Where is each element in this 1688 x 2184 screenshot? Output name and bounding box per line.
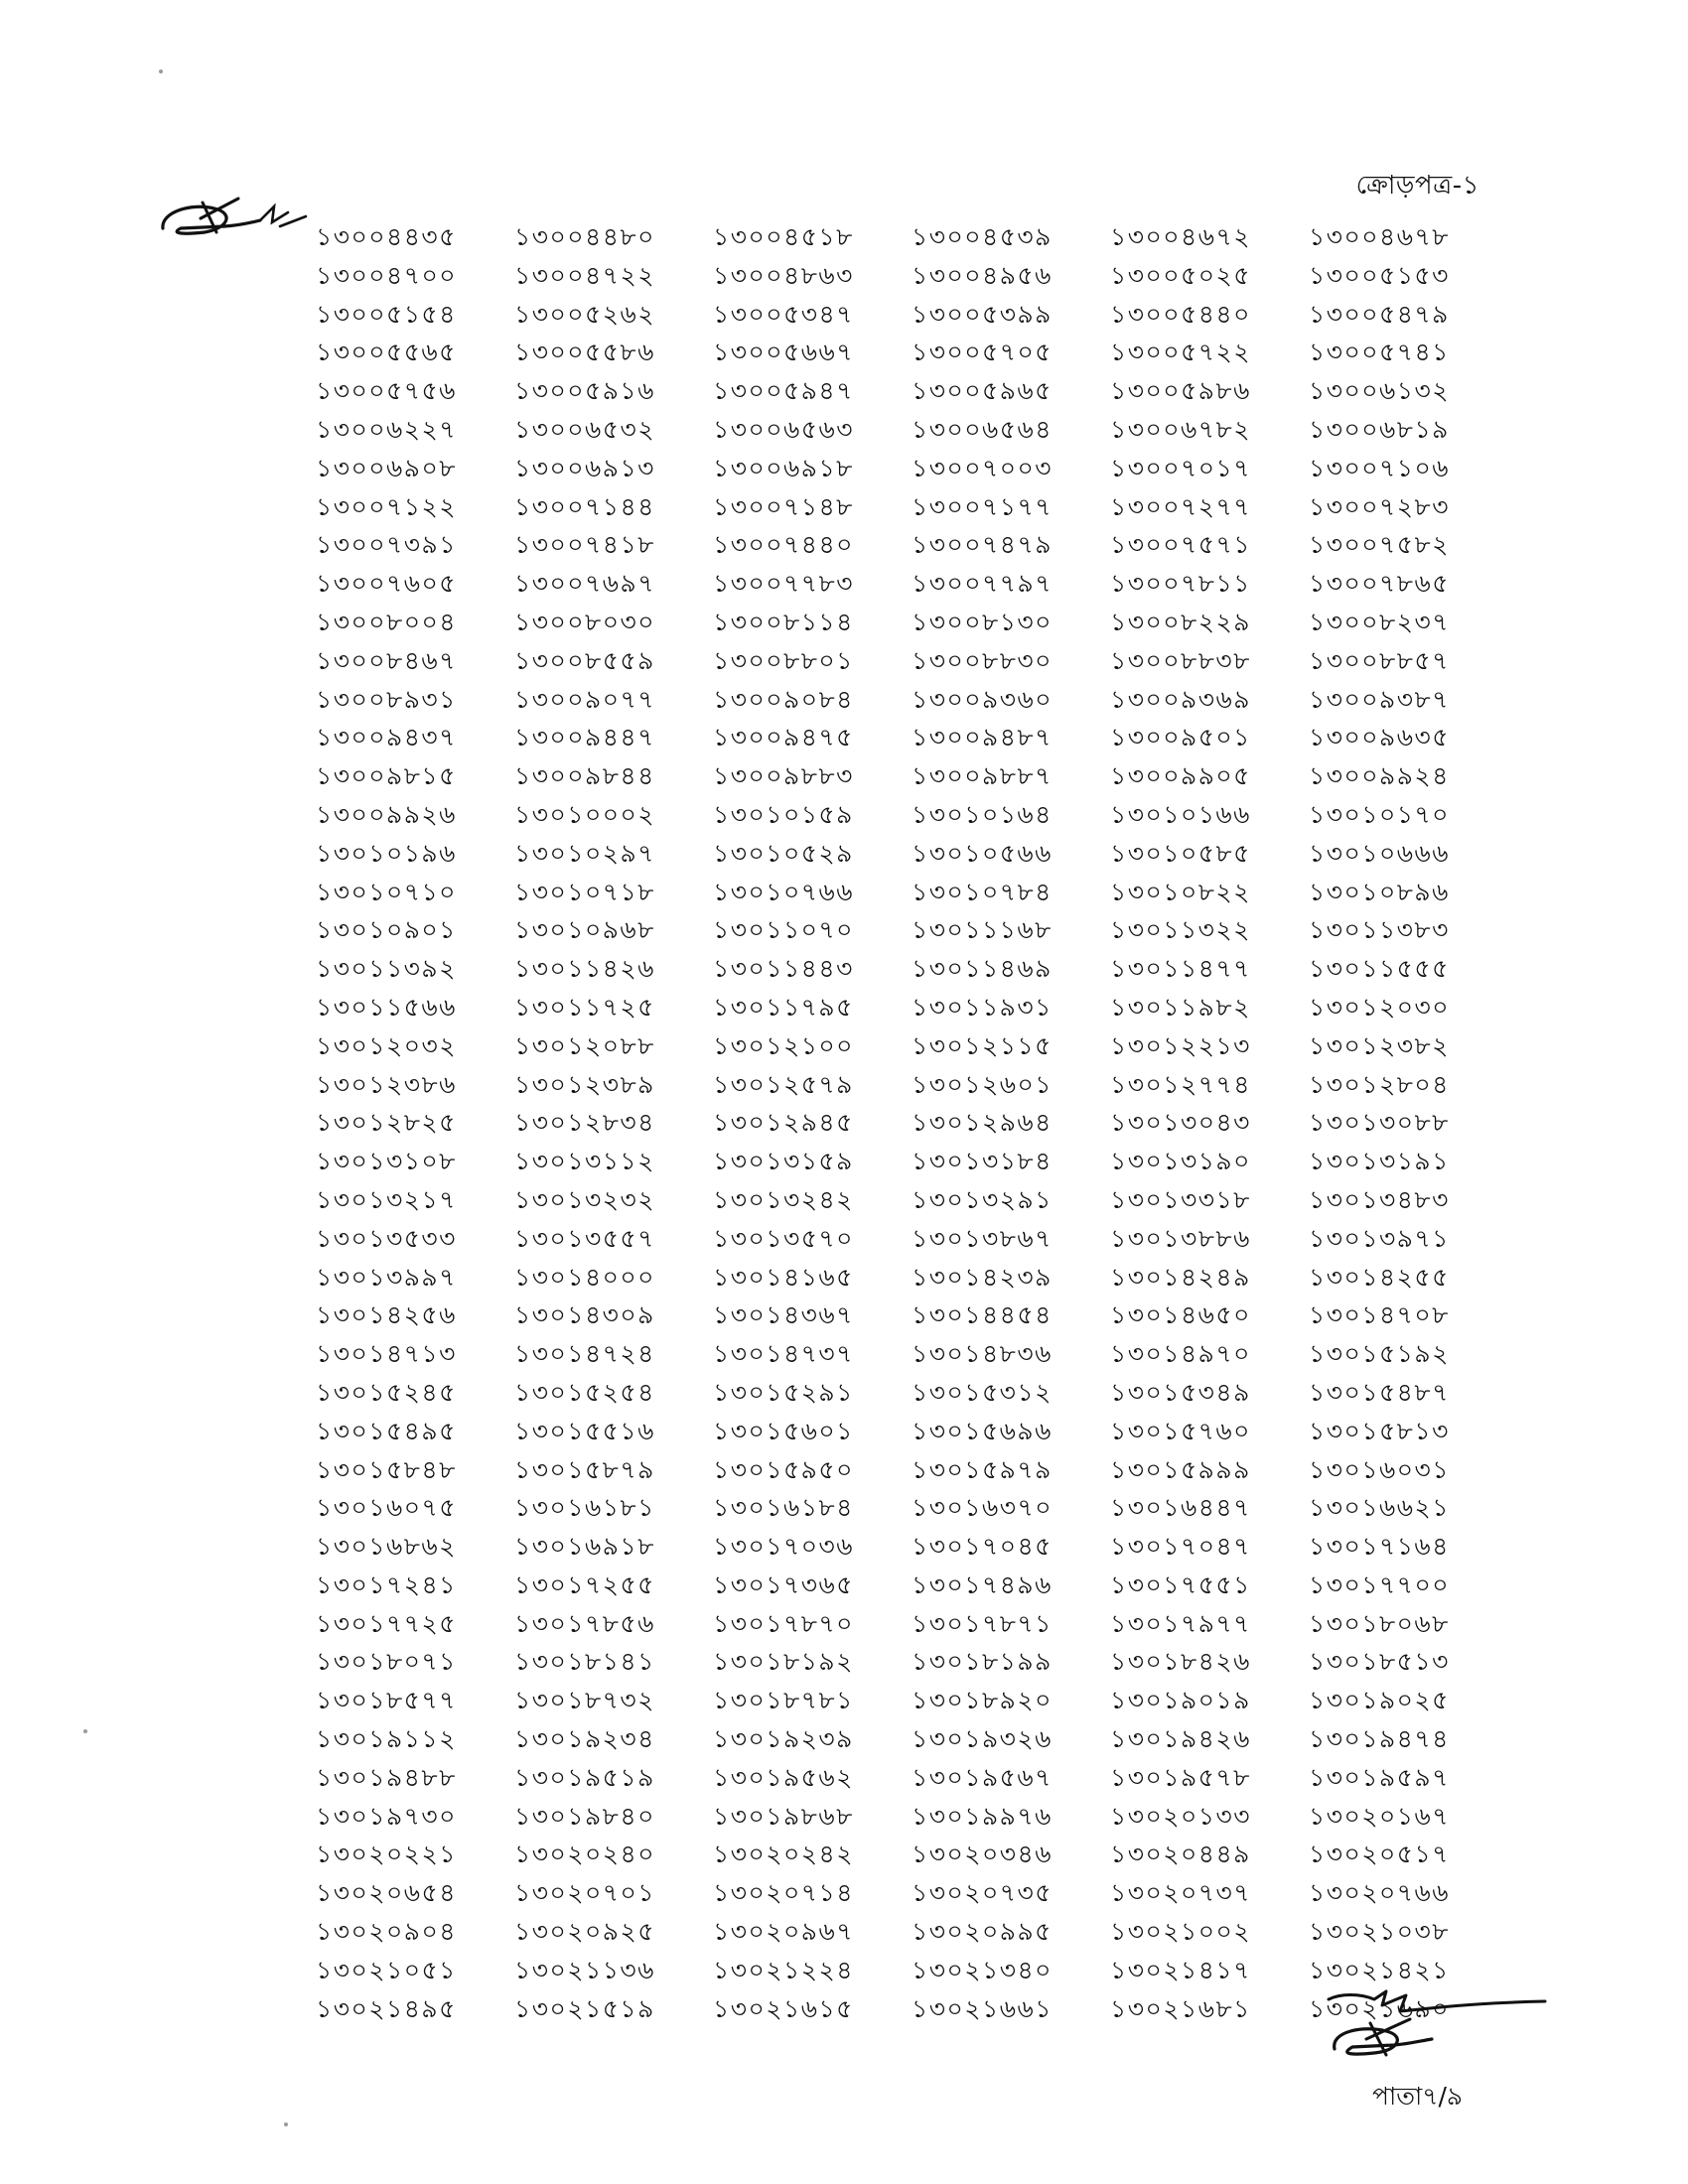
roll-number: ১৩০১৭৫৫১ xyxy=(1110,1570,1251,1599)
roll-number: ১৩০০৫২৬২ xyxy=(514,299,655,329)
roll-number: ১৩০১৯৪৮৮ xyxy=(316,1762,457,1792)
roll-number: ১৩০০৭১০৬ xyxy=(1309,453,1450,482)
roll-number: ১৩০১৩১৫৯ xyxy=(713,1147,854,1176)
roll-number: ১৩০১৪৮৩৬ xyxy=(912,1339,1053,1369)
roll-number: ১৩০০৯৩৬০ xyxy=(912,684,1053,714)
roll-number: ১৩০২০৪৪৯ xyxy=(1110,1840,1251,1869)
roll-number: ১৩০০৫৩৯৯ xyxy=(912,299,1053,329)
roll-number: ১৩০১৫৮৪৮ xyxy=(316,1454,457,1484)
roll-number: ১৩০০৭৫৮২ xyxy=(1309,530,1450,560)
roll-number: ১৩০১২১১৫ xyxy=(912,1030,1053,1060)
roll-number: ১৩০০৮৮৩০ xyxy=(912,645,1053,675)
roll-number: ১৩০১২৮০৪ xyxy=(1309,1069,1450,1099)
roll-number: ১৩০১০৭৬৬ xyxy=(713,877,854,906)
roll-number: ১৩০০৪৭২২ xyxy=(514,260,655,290)
roll-number: ১৩০১৫৭৬০ xyxy=(1110,1416,1251,1445)
roll-number: ১৩০০৯৯২৬ xyxy=(316,799,457,829)
roll-number: ১৩০০৫৯১৬ xyxy=(514,376,655,406)
roll-number: ১৩০১৩৩১৮ xyxy=(1110,1184,1251,1214)
roll-number: ১৩০০৫৪৭৯ xyxy=(1309,299,1450,329)
roll-number: ১৩০১০৮২২ xyxy=(1110,877,1251,906)
scan-speck xyxy=(284,2122,288,2126)
roll-number: ১৩০১৭২৫৫ xyxy=(514,1570,655,1599)
roll-number: ১৩০১৪২৪৯ xyxy=(1110,1262,1251,1292)
roll-number: ১৩০০৫৯৮৬ xyxy=(1110,376,1251,406)
roll-number: ১৩০১৭৩৬৫ xyxy=(713,1570,854,1599)
roll-number: ১৩০০৬২২৭ xyxy=(316,414,458,444)
roll-number: ১৩০১৯২৩৯ xyxy=(713,1724,854,1754)
roll-number: ১৩০১৩৮৬৭ xyxy=(912,1223,1053,1253)
roll-number: ১৩০০৮১১৪ xyxy=(713,607,854,636)
roll-number: ১৩০১৩৯৯৭ xyxy=(316,1262,457,1292)
roll-number: ১৩০১০২৯৭ xyxy=(514,838,655,868)
roll-number: ১৩০০৮০০৪ xyxy=(316,607,457,636)
roll-number: ১৩০১২০৮৮ xyxy=(514,1030,655,1060)
roll-number: ১৩০১৫২৫৪ xyxy=(514,1377,655,1407)
roll-number: ১৩০১৩৫৫৭ xyxy=(514,1223,655,1253)
roll-number: ১৩০২০৭৩৫ xyxy=(912,1878,1053,1908)
roll-number: ১৩০০৯৩৮৭ xyxy=(1309,684,1450,714)
roll-number: ১৩০১১৪২৬ xyxy=(514,954,655,984)
roll-number: ১৩০১৪৩০৯ xyxy=(514,1300,655,1330)
roll-number: ১৩০০৫৫৬৫ xyxy=(316,338,457,367)
roll-number: ১৩০০৪৮৬৩ xyxy=(713,260,854,290)
roll-number: ১৩০১৯২৩৪ xyxy=(514,1724,655,1754)
roll-number: ১৩০১৫৮১৩ xyxy=(1309,1416,1450,1445)
roll-number: ১৩০০৮১৩০ xyxy=(912,607,1053,636)
roll-number: ১৩০০৯৮১৫ xyxy=(316,761,457,791)
roll-number: ১৩০১৩২৯১ xyxy=(912,1184,1053,1214)
roll-number: ১৩০০৯৮৮৩ xyxy=(713,761,854,791)
roll-number: ১৩০০৭২৭৭ xyxy=(1110,491,1252,521)
roll-number: ১৩০০৪৪৮০ xyxy=(514,222,655,251)
roll-number: ১৩০১৫৪৮৭ xyxy=(1309,1377,1450,1407)
roll-number: ১৩০০৫৭২২ xyxy=(1110,338,1251,367)
roll-number: ১৩০১৮৫১৩ xyxy=(1309,1647,1450,1677)
roll-number: ১৩০১৫২৪৫ xyxy=(316,1377,457,1407)
roll-number: ১৩০২১৬৬১ xyxy=(912,1993,1053,2023)
roll-number: ১৩০১১৯৩১ xyxy=(912,992,1053,1022)
roll-number: ১৩০১৯৯৭৬ xyxy=(912,1801,1053,1831)
roll-number: ১৩০০৭৭৯৭ xyxy=(912,569,1053,599)
roll-number: ১৩০০৯৯০৫ xyxy=(1110,761,1251,791)
roll-number: ১৩০০৮০৩০ xyxy=(514,607,655,636)
roll-number: ১৩০১৮৪২৬ xyxy=(1110,1647,1251,1677)
roll-number: ১৩০০৫৫৮৬ xyxy=(514,338,655,367)
roll-number: ১৩০০৬৯০৮ xyxy=(316,453,457,482)
roll-number: ১৩০১৯৫৭৮ xyxy=(1110,1762,1251,1792)
roll-number: ১৩০০৭০১৭ xyxy=(1110,453,1251,482)
roll-number: ১৩০০৮২৩৭ xyxy=(1309,607,1450,636)
roll-number: ১৩০১১৪৪৩ xyxy=(713,954,854,984)
roll-number: ১৩০০৭০০৩ xyxy=(912,453,1054,482)
signature-bottom xyxy=(1321,1985,1549,2075)
roll-number: ১৩০২০৭১৪ xyxy=(713,1878,854,1908)
roll-number: ১৩০১২৮২৫ xyxy=(316,1108,457,1138)
roll-number: ১৩০০৬৮১৯ xyxy=(1309,414,1450,444)
roll-number: ১৩০১৪১৬৫ xyxy=(713,1262,854,1292)
roll-number: ১৩০১১৯৮২ xyxy=(1110,992,1251,1022)
roll-number: ১৩০০৯৯২৪ xyxy=(1309,761,1450,791)
annex-label: ক্রোড়পত্র-১ xyxy=(1355,171,1479,201)
roll-number: ১৩০২১৬৮১ xyxy=(1110,1993,1251,2023)
roll-number: ১৩০২১৬১৫ xyxy=(713,1993,854,2023)
roll-number: ১৩০১৪৭০৮ xyxy=(1309,1300,1450,1330)
roll-number: ১৩০০৮৪৬৭ xyxy=(316,645,457,675)
roll-number: ১৩০১৫৮৭৯ xyxy=(514,1454,655,1484)
roll-number: ১৩০১৩০৪৩ xyxy=(1110,1108,1251,1138)
roll-number: ১৩০২০৫১৭ xyxy=(1309,1840,1450,1869)
roll-number: ১৩০১৬৪৪৭ xyxy=(1110,1493,1251,1523)
roll-number: ১৩০১৬৩৭০ xyxy=(912,1493,1053,1523)
roll-number: ১৩০১৫৯৫০ xyxy=(713,1454,854,1484)
roll-number: ১৩০০৮৫৫৯ xyxy=(514,645,655,675)
roll-number: ১৩০১৪২৩৯ xyxy=(912,1262,1053,1292)
roll-number: ১৩০২১৪১৭ xyxy=(1110,1955,1251,1984)
roll-number: ১৩০১৬৬২১ xyxy=(1309,1493,1450,1523)
roll-number: ১৩০০৮৮০১ xyxy=(713,645,854,675)
roll-number: ১৩০০৯৫০১ xyxy=(1110,723,1251,752)
roll-number: ১৩০১৩৪৮৩ xyxy=(1309,1184,1450,1214)
roll-number: ১৩০১১১৬৮ xyxy=(912,915,1053,945)
roll-number: ১৩০১৪৭১৩ xyxy=(316,1339,457,1369)
roll-number: ১৩০০৭৮৬৫ xyxy=(1309,569,1450,599)
roll-number: ১৩০১০১৭০ xyxy=(1309,799,1450,829)
roll-number: ১৩০১৬৯১৮ xyxy=(514,1532,655,1562)
roll-number: ১৩০১৯৫১৯ xyxy=(514,1762,655,1792)
roll-number: ১৩০১৫২৯১ xyxy=(713,1377,854,1407)
roll-number: ১৩০১৯৫৯৭ xyxy=(1309,1762,1450,1792)
roll-number: ১৩০১৬০৩১ xyxy=(1309,1454,1450,1484)
roll-number: ১৩০২১০৩৮ xyxy=(1309,1917,1450,1947)
roll-number: ১৩০১৯৫৬২ xyxy=(713,1762,854,1792)
roll-number: ১৩০২০২২১ xyxy=(316,1840,457,1869)
roll-number: ১৩০১৩১০৮ xyxy=(316,1147,457,1176)
roll-number: ১৩০১৩২৩২ xyxy=(514,1184,655,1214)
roll-number: ১৩০২০২৪২ xyxy=(713,1840,854,1869)
roll-number: ১৩০১০৮৯৬ xyxy=(1309,877,1450,906)
roll-number: ১৩০০৭১২২ xyxy=(316,491,457,521)
roll-number: ১৩০১৭১৬৪ xyxy=(1309,1532,1450,1562)
roll-number: ১৩০১৪৪৫৪ xyxy=(912,1300,1053,1330)
roll-number: ১৩০০৫১৫৪ xyxy=(316,299,457,329)
roll-number: ১৩০২০১৩৩ xyxy=(1110,1801,1251,1831)
roll-number: ১৩০১৫৩৪৯ xyxy=(1110,1377,1251,1407)
roll-number: ১৩০১২২১৩ xyxy=(1110,1030,1251,1060)
roll-number: ১৩০০৯৪৪৭ xyxy=(514,723,655,752)
roll-number: ১৩০১৪০০০ xyxy=(514,1262,655,1292)
roll-number: ১৩০১০১৫৯ xyxy=(713,799,854,829)
roll-number: ১৩০০৬৯১৮ xyxy=(713,453,854,482)
roll-number: ১৩০১০৫২৯ xyxy=(713,838,854,868)
roll-number: ১৩০১০১৬৪ xyxy=(912,799,1053,829)
roll-number: ১৩০১৮৭৮১ xyxy=(713,1686,854,1715)
roll-number: ১৩০১১৫৬৬ xyxy=(316,992,457,1022)
roll-number: ১৩০১৩৫৭০ xyxy=(713,1223,854,1253)
roll-number: ১৩০১২৯৬৪ xyxy=(912,1108,1053,1138)
roll-number: ১৩০১৭০৪৭ xyxy=(1110,1532,1251,1562)
roll-number: ১৩০২০৭৬৬ xyxy=(1309,1878,1451,1908)
roll-number: ১৩০২০৭০১ xyxy=(514,1878,655,1908)
roll-number: ১৩০১১৪৬৯ xyxy=(912,954,1053,984)
roll-number: ১৩০২১১৩৬ xyxy=(514,1955,655,1984)
roll-number: ১৩০১৩১৮৪ xyxy=(912,1147,1053,1176)
roll-number: ১৩০১৯৪২৬ xyxy=(1110,1724,1251,1754)
roll-number: ১৩০০৭৬০৫ xyxy=(316,569,457,599)
roll-number: ১৩০১০৬৬৬ xyxy=(1309,838,1450,868)
roll-number: ১৩০১২১০০ xyxy=(713,1030,854,1060)
roll-number: ১৩০২১৬৯০ xyxy=(1309,1993,1450,2023)
roll-number: ১৩০১৭৮৭১ xyxy=(912,1608,1053,1638)
roll-number: ১৩০০৫৭৫৬ xyxy=(316,376,457,406)
roll-number: ১৩০১৩১৯১ xyxy=(1309,1147,1450,1176)
roll-number: ১৩০২০৬৫৪ xyxy=(316,1878,457,1908)
roll-number: ১৩০০৭১৭৭ xyxy=(912,491,1053,521)
roll-number: ১৩০১০৭৮৪ xyxy=(912,877,1053,906)
roll-number-grid xyxy=(316,218,1507,2028)
roll-number: ১৩০১০১৬৬ xyxy=(1110,799,1251,829)
roll-number: ১৩০০৯০৮৪ xyxy=(713,684,854,714)
roll-number: ১৩০২১২২৪ xyxy=(713,1955,854,1984)
roll-number: ১৩০০৯৬৩৫ xyxy=(1309,723,1450,752)
roll-number: ১৩০১১৭৯৫ xyxy=(713,992,854,1022)
roll-number: ১৩০০৯৮৮৭ xyxy=(912,761,1053,791)
roll-number: ১৩০০৫০২৫ xyxy=(1110,260,1251,290)
roll-number: ১৩০২০৯৬৭ xyxy=(713,1917,854,1947)
roll-number: ১৩০১৫৬০১ xyxy=(713,1416,854,1445)
roll-number: ১৩০১৬৮৬২ xyxy=(316,1532,457,1562)
roll-number: ১৩০২১০৫১ xyxy=(316,1955,457,1984)
roll-number: ১৩০০৭৬৯৭ xyxy=(514,569,655,599)
roll-number: ১৩০১৮৫৭৭ xyxy=(316,1686,457,1715)
roll-number: ১৩০১০৯৬৮ xyxy=(514,915,655,945)
roll-number: ১৩০১১৩৮৩ xyxy=(1309,915,1450,945)
roll-number: ১৩০১৬১৮১ xyxy=(514,1493,655,1523)
roll-number: ১৩০০৫৭০৫ xyxy=(912,338,1053,367)
roll-number: ১৩০০৭৫৭১ xyxy=(1110,530,1251,560)
roll-number: ১৩০০৪৪৩৫ xyxy=(316,222,457,251)
roll-number: ১৩০০৮৮৫৭ xyxy=(1309,645,1450,675)
scan-speck xyxy=(159,69,163,73)
roll-number: ১৩০২০৯৯৫ xyxy=(912,1917,1053,1947)
roll-number: ১৩০০৭৩৯১ xyxy=(316,530,457,560)
roll-number: ১৩০১৭৮৭০ xyxy=(713,1608,854,1638)
roll-number: ১৩০১৮১৯২ xyxy=(713,1647,854,1677)
roll-number: ১৩০১৫৬৯৬ xyxy=(912,1416,1053,1445)
page-number: পাতা৭/৯ xyxy=(1372,2082,1464,2111)
roll-number: ১৩০১৬১৮৪ xyxy=(713,1493,854,1523)
roll-number: ১৩০০৭৪৪০ xyxy=(713,530,854,560)
roll-number: ১৩০১৩৮৮৬ xyxy=(1110,1223,1251,1253)
roll-number: ১৩০১৭৮৫৬ xyxy=(514,1608,655,1638)
roll-number: ১৩০১৯৭৩০ xyxy=(316,1801,457,1831)
roll-number: ১৩০১৮১৪১ xyxy=(514,1647,655,1677)
roll-number: ১৩০১৭৯৭৭ xyxy=(1110,1608,1251,1638)
roll-number: ১৩০১১০৭০ xyxy=(713,915,854,945)
roll-number: ১৩০১৮০৬৮ xyxy=(1309,1608,1450,1638)
scan-speck xyxy=(83,1729,87,1733)
roll-number: ১৩০০৮৯৩১ xyxy=(316,684,457,714)
roll-number: ১৩০১১৫৫৫ xyxy=(1309,954,1450,984)
roll-number: ১৩০১৪৭৩৭ xyxy=(713,1339,854,1369)
roll-number: ১৩০১৩৯৭১ xyxy=(1309,1223,1450,1253)
roll-number: ১৩০১৪৯৭০ xyxy=(1110,1339,1251,1369)
roll-number: ১৩০১৯১১২ xyxy=(316,1724,457,1754)
roll-number: ১৩০১২০৩০ xyxy=(1309,992,1450,1022)
roll-number: ১৩০০৪৬৭৮ xyxy=(1309,222,1450,251)
roll-number: ১৩০১১৭২৫ xyxy=(514,992,655,1022)
roll-number: ১৩০১৫৫১৬ xyxy=(514,1416,655,1445)
roll-number: ১৩০১০৯০১ xyxy=(316,915,457,945)
roll-number: ১৩০১১৩২২ xyxy=(1110,915,1251,945)
roll-number: ১৩০১৩২৪২ xyxy=(713,1184,854,1214)
roll-number: ১৩০২০৭৩৭ xyxy=(1110,1878,1252,1908)
roll-number: ১৩০১৫৯৯৯ xyxy=(1110,1454,1251,1484)
roll-number: ১৩০১২৩৮২ xyxy=(1309,1030,1450,1060)
roll-number: ১৩০১৩০৮৮ xyxy=(1309,1108,1450,1138)
roll-number: ১৩০১১৪৭৭ xyxy=(1110,954,1251,984)
roll-number: ১৩০০৪৯৫৬ xyxy=(912,260,1053,290)
roll-number: ১৩০০৫৯৬৫ xyxy=(912,376,1053,406)
roll-number: ১৩০১২৩৮৬ xyxy=(316,1069,457,1099)
roll-number: ১৩০০৫৭৪১ xyxy=(1309,338,1450,367)
roll-number: ১৩০১৭৭০০ xyxy=(1309,1570,1450,1599)
roll-number: ১৩০১০১৯৬ xyxy=(316,838,457,868)
roll-number: ১৩০২০৯২৫ xyxy=(514,1917,655,1947)
roll-number: ১৩০১৫১৯২ xyxy=(1309,1339,1450,1369)
roll-number: ১৩০১৯৩২৬ xyxy=(912,1724,1053,1754)
roll-number: ১৩০১২৫৭৯ xyxy=(713,1069,854,1099)
roll-number: ১৩০০৪৫১৮ xyxy=(713,222,854,251)
roll-number: ১৩০১২৩৮৯ xyxy=(514,1069,655,1099)
roll-number: ১৩০১০৫৬৬ xyxy=(912,838,1053,868)
roll-number: ১৩০১৫৪৯৫ xyxy=(316,1416,457,1445)
roll-number: ১৩০১৫৯৭৯ xyxy=(912,1454,1053,1484)
roll-number: ১৩০০৬১৩২ xyxy=(1309,376,1450,406)
roll-number: ১৩০২১৫১৯ xyxy=(514,1993,655,2023)
roll-number: ১৩০০৬৫৩২ xyxy=(514,414,655,444)
roll-number: ১৩০০৭৮১১ xyxy=(1110,569,1251,599)
roll-number: ১৩০০৫৬৬৭ xyxy=(713,338,854,367)
roll-number: ১৩০১২৯৪৫ xyxy=(713,1108,854,1138)
roll-number: ১৩০০৯৩৬৯ xyxy=(1110,684,1251,714)
roll-number: ১৩০০৯৮৪৪ xyxy=(514,761,655,791)
roll-number: ১৩০১৭৪৯৬ xyxy=(912,1570,1053,1599)
roll-number: ১৩০০৭২৮৩ xyxy=(1309,491,1450,521)
roll-number: ১৩০১৩২১৭ xyxy=(316,1184,457,1214)
roll-number: ১৩০২১৩৪০ xyxy=(912,1955,1053,1984)
signature-top xyxy=(157,177,326,256)
roll-number: ১৩০০৭৪১৮ xyxy=(514,530,655,560)
roll-number: ১৩০০৪৫৩৯ xyxy=(912,222,1053,251)
roll-number: ১৩০১২৭৭৪ xyxy=(1110,1069,1251,1099)
roll-number: ১৩০১৮১৯৯ xyxy=(912,1647,1053,1677)
roll-number: ১৩০০৯৪৮৭ xyxy=(912,723,1053,752)
roll-number: ১৩০০৬৭৮২ xyxy=(1110,414,1251,444)
roll-number: ১৩০০৪৭০০ xyxy=(316,260,457,290)
roll-number: ১৩০১০৭১৮ xyxy=(514,877,655,906)
roll-number: ১৩০১৭৭২৫ xyxy=(316,1608,457,1638)
roll-number: ১৩০২১৪২১ xyxy=(1309,1955,1450,1984)
roll-number: ১৩০১৭০৪৫ xyxy=(912,1532,1053,1562)
roll-number: ১৩০২১৪৯৫ xyxy=(316,1993,457,2023)
roll-number: ১৩০০৬৫৬৩ xyxy=(713,414,854,444)
roll-number: ১৩০১০৭১০ xyxy=(316,877,457,906)
roll-number: ১৩০০৭১৪৮ xyxy=(713,491,854,521)
roll-number: ১৩০০৮৮৩৮ xyxy=(1110,645,1251,675)
roll-number: ১৩০১৯০১৯ xyxy=(1110,1686,1251,1715)
roll-number: ১৩০০৫৯৪৭ xyxy=(713,376,854,406)
roll-number: ১৩০১২৮৩৪ xyxy=(514,1108,655,1138)
roll-number: ১৩০২১০০২ xyxy=(1110,1917,1251,1947)
roll-number: ১৩০০৬৫৬৪ xyxy=(912,414,1053,444)
roll-number: ১৩০১৭০৩৬ xyxy=(713,1532,854,1562)
roll-number: ১৩০১০০০২ xyxy=(514,799,655,829)
roll-number: ১৩০১৩১১২ xyxy=(514,1147,655,1176)
roll-number: ১৩০১২০৩২ xyxy=(316,1030,457,1060)
roll-number: ১৩০২০৩৪৬ xyxy=(912,1840,1053,1869)
roll-number: ১৩০০৫৪৪০ xyxy=(1110,299,1251,329)
roll-number: ১৩০০৭১৪৪ xyxy=(514,491,655,521)
roll-number: ১৩০১৭২৪১ xyxy=(316,1570,457,1599)
roll-number: ১৩০১৪২৫৫ xyxy=(1309,1262,1450,1292)
roll-number: ১৩০১৮৯২০ xyxy=(912,1686,1053,1715)
roll-number: ১৩০১৪৩৬৭ xyxy=(713,1300,854,1330)
roll-number: ১৩০১৯৮৪০ xyxy=(514,1801,655,1831)
roll-number: ১৩০১৩৫৩৩ xyxy=(316,1223,457,1253)
roll-number: ১৩০০৮২২৯ xyxy=(1110,607,1251,636)
roll-number: ১৩০০৫৩৪৭ xyxy=(713,299,854,329)
roll-number: ১৩০০৪৬৭২ xyxy=(1110,222,1251,251)
roll-number: ১৩০২০২৪০ xyxy=(514,1840,655,1869)
roll-number: ১৩০১৪৬৫০ xyxy=(1110,1300,1251,1330)
roll-number: ১৩০০৯৪৭৫ xyxy=(713,723,854,752)
roll-number: ১৩০১৯৮৬৮ xyxy=(713,1801,854,1831)
roll-number: ১৩০১২৬০১ xyxy=(912,1069,1053,1099)
roll-number: ১৩০২০১৬৭ xyxy=(1309,1801,1450,1831)
roll-number: ১৩০০৯০৭৭ xyxy=(514,684,655,714)
roll-number: ১৩০১০৫৮৫ xyxy=(1110,838,1251,868)
roll-number: ১৩০০৫১৫৩ xyxy=(1309,260,1450,290)
roll-number: ১৩০১১৩৯২ xyxy=(316,954,457,984)
roll-number: ১৩০১৯০২৫ xyxy=(1309,1686,1450,1715)
roll-number: ১৩০১৪৭২৪ xyxy=(514,1339,655,1369)
roll-number: ১৩০১৫৩১২ xyxy=(912,1377,1053,1407)
roll-number: ১৩০০৬৯১৩ xyxy=(514,453,655,482)
roll-number: ১৩০০৭৭৮৩ xyxy=(713,569,854,599)
roll-number: ১৩০০৯৪৩৭ xyxy=(316,723,457,752)
roll-number: ১৩০১৯৪৭৪ xyxy=(1309,1724,1450,1754)
roll-number: ১৩০১৪২৫৬ xyxy=(316,1300,457,1330)
roll-number: ১৩০০৭৪৭৯ xyxy=(912,530,1053,560)
roll-number: ১৩০১৮০৭১ xyxy=(316,1647,457,1677)
roll-number: ১৩০১৯৫৬৭ xyxy=(912,1762,1053,1792)
roll-number: ১৩০১৩১৯০ xyxy=(1110,1147,1251,1176)
roll-number: ১৩০১৬০৭৫ xyxy=(316,1493,457,1523)
roll-number: ১৩০১৮৭৩২ xyxy=(514,1686,655,1715)
roll-number: ১৩০২০৯০৪ xyxy=(316,1917,457,1947)
